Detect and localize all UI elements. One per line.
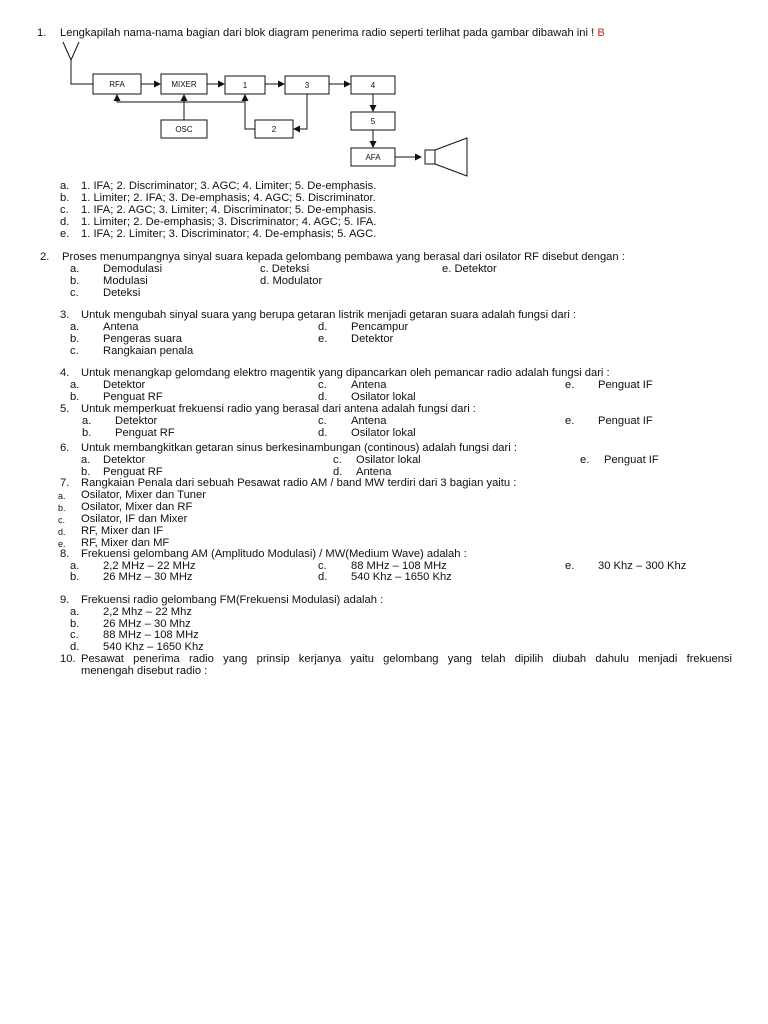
q6-option-e: Penguat IF xyxy=(604,454,659,466)
q1-option-letter: b. xyxy=(60,192,70,204)
q8-number: 8. xyxy=(60,548,70,560)
q2-letter-a: a. xyxy=(70,263,80,275)
q4-letter-e: e. xyxy=(565,379,575,391)
q6-letter-b: b. xyxy=(81,466,91,478)
q7-option-letter: c. xyxy=(58,515,66,525)
q6-option-a: Detektor xyxy=(103,454,146,466)
q3-option-e: Detektor xyxy=(351,333,394,345)
q1-option-text: 1. Limiter; 2. IFA; 3. De-emphasis; 4. AGC; 5. Discriminator. xyxy=(81,192,376,204)
q8-letter-e: e. xyxy=(565,560,575,572)
q1-text xyxy=(60,28,605,40)
q8-letter-c: c. xyxy=(318,560,327,572)
q2-letter-b: b. xyxy=(70,275,80,287)
q1-option-text: 1. IFA; 2. Limiter; 3. Discriminator; 4. De-emphasis; 5. AGC. xyxy=(81,228,377,240)
label-1: 1 xyxy=(242,81,248,90)
q6-text: Untuk membangkitkan getaran sinus berkesinambungan (continous) adalah fungsi dari : xyxy=(81,442,517,454)
q4-letter-c: c. xyxy=(318,379,327,391)
q8-option-c: 88 MHz – 108 MHz xyxy=(351,560,447,572)
label-osc: OSC xyxy=(175,125,193,134)
q7-option-text: Osilator, Mixer dan RF xyxy=(81,501,193,513)
q5-letter-a: a. xyxy=(82,415,92,427)
q8-option-a: 2,2 MHz – 22 MHz xyxy=(103,560,196,572)
q7-option-letter: a. xyxy=(58,491,66,501)
q6-letter-a: a. xyxy=(81,454,91,466)
q7-number: 7. xyxy=(60,477,70,489)
q1-option-text: 1. Limiter; 2. De-emphasis; 3. Discriminator; 4. AGC; 5. IFA. xyxy=(81,216,377,228)
q2-option-d: d. Modulator xyxy=(260,275,323,287)
label-5: 5 xyxy=(370,117,376,126)
q4-option-b: Penguat RF xyxy=(103,391,163,403)
q8-option-b: 26 MHz – 30 MHz xyxy=(103,571,193,583)
q7-text: Rangkaian Penala dari sebuah Pesawat radio AM / band MW terdiri dari 3 bagian yaitu : xyxy=(81,477,517,489)
q10-text-line1: Pesawat penerima radio yang prinsip kerjanya yaitu gelombang yang telah dipilih diubah dahulu menjadi frekuensi xyxy=(81,653,732,665)
q5-option-b: Penguat RF xyxy=(115,427,175,439)
q6-number: 6. xyxy=(60,442,70,454)
q4-option-e: Penguat IF xyxy=(598,379,653,391)
q8-letter-a: a. xyxy=(70,560,80,572)
q2-option-b: Modulasi xyxy=(103,275,148,287)
q3-letter-e: e. xyxy=(318,333,328,345)
q3-letter-c: c. xyxy=(70,345,79,357)
q7-option-text: Osilator, IF dan Mixer xyxy=(81,513,188,525)
q5-option-a: Detektor xyxy=(115,415,158,427)
q10-number: 10. xyxy=(60,653,76,665)
q5-letter-c: c. xyxy=(318,415,327,427)
antenna-icon xyxy=(63,42,93,84)
label-mixer: MIXER xyxy=(171,80,197,89)
q9-option-letter: d. xyxy=(70,641,80,653)
q7-option-text: RF, Mixer dan IF xyxy=(81,525,164,537)
speaker-icon xyxy=(425,138,467,176)
q2-option-a: Demodulasi xyxy=(103,263,163,275)
q6-option-d: Antena xyxy=(356,466,392,478)
q9-option-text: 2,2 Mhz – 22 Mhz xyxy=(103,606,192,618)
q6-option-c: Osilator lokal xyxy=(356,454,421,466)
label-4: 4 xyxy=(370,81,376,90)
q5-option-e: Penguat IF xyxy=(598,415,653,427)
label-rfa: RFA xyxy=(109,80,125,89)
q5-letter-b: b. xyxy=(82,427,92,439)
q3-number: 3. xyxy=(60,309,70,321)
q3-option-d: Pencampur xyxy=(351,321,409,333)
q6-letter-e: e. xyxy=(580,454,590,466)
q8-letter-d: d. xyxy=(318,571,328,583)
q5-text: Untuk memperkuat frekuensi radio yang berasal dari antena adalah fungsi dari : xyxy=(81,403,476,415)
q9-option-text: 540 Khz – 1650 Khz xyxy=(103,641,204,653)
q4-option-a: Detektor xyxy=(103,379,146,391)
q1-option-letter: a. xyxy=(60,180,70,192)
q6-option-b: Penguat RF xyxy=(103,466,163,478)
q7-option-letter: e. xyxy=(58,539,66,549)
q7-option-letter: d. xyxy=(58,527,66,537)
q7-option-text: RF, Mixer dan MF xyxy=(81,537,170,549)
label-3: 3 xyxy=(304,81,310,90)
q4-letter-a: a. xyxy=(70,379,80,391)
q7-option-text: Osilator, Mixer dan Tuner xyxy=(81,489,206,501)
q9-option-letter: b. xyxy=(70,618,80,630)
q8-text: Frekuensi gelombang AM (Amplitudo Modulasi) / MW(Medium Wave) adalah : xyxy=(81,548,467,560)
q9-option-letter: c. xyxy=(70,629,79,641)
q4-letter-d: d. xyxy=(318,391,328,403)
q2-text: Proses menumpangnya sinyal suara kepada gelombang pembawa yang berasal dari osilator RF disebut dengan : xyxy=(62,251,625,263)
block-diagram xyxy=(55,40,495,180)
q9-number: 9. xyxy=(60,594,70,606)
q3-letter-d: d. xyxy=(318,321,328,333)
q5-letter-d: d. xyxy=(318,427,328,439)
q2-number: 2. xyxy=(40,251,50,263)
q1-option-letter: e. xyxy=(60,228,70,240)
label-2: 2 xyxy=(271,125,277,134)
q4-letter-b: b. xyxy=(70,391,80,403)
q5-option-d: Osilator lokal xyxy=(351,427,416,439)
q9-option-text: 88 MHz – 108 MHz xyxy=(103,629,199,641)
q1-option-text: 1. IFA; 2. Discriminator; 3. AGC; 4. Limiter; 5. De-emphasis. xyxy=(81,180,377,192)
q8-option-d: 540 Khz – 1650 Khz xyxy=(351,571,452,583)
q2-option-e: e. Detektor xyxy=(442,263,497,275)
q5-number: 5. xyxy=(60,403,70,415)
q3-option-a: Antena xyxy=(103,321,139,333)
q8-option-e: 30 Khz – 300 Khz xyxy=(598,560,687,572)
q6-letter-c: c. xyxy=(333,454,342,466)
q10-text-line2: menengah disebut radio : xyxy=(81,665,208,677)
q9-option-text: 26 MHz – 30 Mhz xyxy=(103,618,191,630)
q3-text: Untuk mengubah sinyal suara yang berupa getaran listrik menjadi getaran suara adalah fungsi dari : xyxy=(81,309,577,321)
q3-option-b: Pengeras suara xyxy=(103,333,182,345)
q8-letter-b: b. xyxy=(70,571,80,583)
q4-number: 4. xyxy=(60,367,70,379)
q4-option-c: Antena xyxy=(351,379,387,391)
q3-letter-b: b. xyxy=(70,333,80,345)
q1-answer-mark: B xyxy=(597,27,605,39)
q1-option-text: 1. IFA; 2. AGC; 3. Limiter; 4. Discriminator; 5. De-emphasis. xyxy=(81,204,377,216)
q1-option-letter: d. xyxy=(60,216,70,228)
q4-text: Untuk menangkap gelomdang elektro magentik yang dipancarkan oleh pemancar radio adalah fungsi dari : xyxy=(81,367,610,379)
q4-option-d: Osilator lokal xyxy=(351,391,416,403)
q9-text: Frekuensi radio gelombang FM(Frekuensi Modulasi) adalah : xyxy=(81,594,384,606)
q3-option-c: Rangkaian penala xyxy=(103,345,194,357)
label-afa: AFA xyxy=(365,153,381,162)
q9-option-letter: a. xyxy=(70,606,80,618)
q1-number: 1. xyxy=(37,27,47,39)
q5-option-c: Antena xyxy=(351,415,387,427)
q5-letter-e: e. xyxy=(565,415,575,427)
q1-question: Lengkapilah nama-nama bagian dari blok diagram penerima radio seperti terlihat pada gambar dibawah ini ! xyxy=(60,27,595,39)
q7-option-letter: b. xyxy=(58,503,66,513)
q3-letter-a: a. xyxy=(70,321,80,333)
q2-option-c: c. Deteksi xyxy=(260,263,310,275)
q2-option-c2: Deteksi xyxy=(103,287,141,299)
q6-letter-d: d. xyxy=(333,466,343,478)
q1-option-letter: c. xyxy=(60,204,69,216)
q2-letter-c2: c. xyxy=(70,287,79,299)
